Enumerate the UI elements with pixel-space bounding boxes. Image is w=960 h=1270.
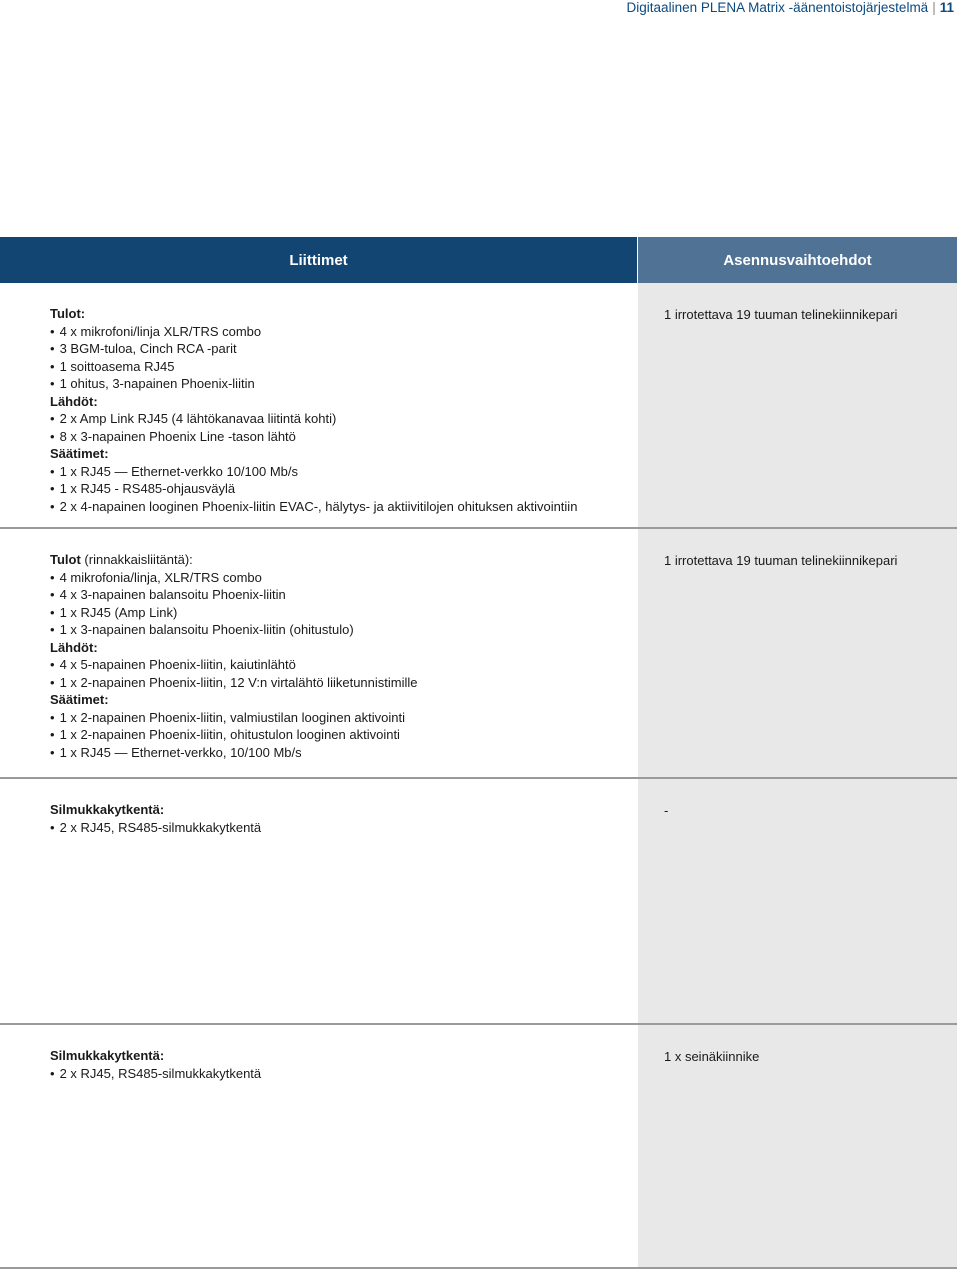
section-label: Lähdöt: xyxy=(50,639,98,655)
list-item: • 4 x 5-napainen Phoenix-liitin, kaiutinlähtö xyxy=(50,656,637,674)
mounting-text: 1 irrotettava 19 tuuman telinekiinnikepari xyxy=(664,307,898,322)
list-item: • 1 x 2-napainen Phoenix-liitin, valmiustilan looginen aktivointi xyxy=(50,709,637,727)
running-header xyxy=(627,0,954,18)
list-item: • 1 x RJ45 — Ethernet-verkko, 10/100 Mb/s xyxy=(50,744,637,762)
list-item: • 1 x RJ45 — Ethernet-verkko 10/100 Mb/s xyxy=(50,463,637,481)
list-item: • 4 x 3-napainen balansoitu Phoenix-liitin xyxy=(50,586,637,604)
mounting-cell xyxy=(638,283,957,527)
section-label: Silmukkakytkentä: xyxy=(50,802,165,817)
section-label: Silmukkakytkentä: xyxy=(50,1048,165,1063)
connectors-list xyxy=(50,1025,637,1082)
page-number: 11 xyxy=(939,0,954,15)
list-item: • 8 x 3-napainen Phoenix Line -tason lähtö xyxy=(50,428,637,446)
document-title: Digitaalinen PLENA Matrix -äänentoistojärjestelmä xyxy=(626,0,929,15)
connectors-cell xyxy=(0,529,637,777)
spec-table xyxy=(0,237,957,1269)
section-label: Tulot: xyxy=(50,306,86,321)
list-item: • 1 x 2-napainen Phoenix-liitin, 12 V:n virtalähtö liiketunnistimille xyxy=(50,674,637,692)
mounting-text: 1 irrotettava 19 tuuman telinekiinnikepari xyxy=(664,553,898,568)
table-header xyxy=(0,237,957,283)
list-item: • 4 mikrofonia/linja, XLR/TRS combo xyxy=(50,569,637,587)
column-header-connectors: Liittimet xyxy=(0,237,637,283)
section-label-note: (rinnakkaisliitäntä): xyxy=(80,552,193,567)
connectors-cell xyxy=(0,1025,637,1267)
section-label: Lähdöt: xyxy=(50,393,98,409)
mounting-cell xyxy=(638,779,957,1023)
table-row xyxy=(0,529,957,779)
mounting-text: 1 x seinäkiinnike xyxy=(664,1049,760,1064)
list-item: • 1 soittoasema RJ45 xyxy=(50,358,637,376)
header-separator: | xyxy=(932,0,936,15)
list-item: • 1 x 3-napainen balansoitu Phoenix-liitin (ohitustulo) xyxy=(50,621,637,639)
list-item: • 2 x 4-napainen looginen Phoenix-liitin EVAC-, hälytys- ja aktiivitilojen ohituksen aktivointiin xyxy=(50,498,637,516)
mounting-cell xyxy=(638,1025,957,1267)
section-label: Säätimet: xyxy=(50,446,109,461)
connectors-list xyxy=(50,779,637,836)
table-row xyxy=(0,1025,957,1269)
connectors-list xyxy=(50,283,637,515)
list-item: • 1 x 2-napainen Phoenix-liitin, ohitustulon looginen aktivointi xyxy=(50,726,637,744)
list-item: • 1 ohitus, 3-napainen Phoenix-liitin xyxy=(50,375,637,393)
table-row xyxy=(0,779,957,1025)
mounting-cell xyxy=(638,529,957,777)
list-item: • 2 x RJ45, RS485-silmukkakytkentä xyxy=(50,1065,637,1083)
list-item: • 1 x RJ45 (Amp Link) xyxy=(50,604,637,622)
list-item: • 1 x RJ45 - RS485-ohjausväylä xyxy=(50,480,637,498)
connectors-cell xyxy=(0,283,637,527)
list-item: • 4 x mikrofoni/linja XLR/TRS combo xyxy=(50,323,637,341)
list-item: • 3 BGM-tuloa, Cinch RCA -parit xyxy=(50,340,637,358)
list-item: • 2 x RJ45, RS485-silmukkakytkentä xyxy=(50,819,637,837)
section-label-bold: Tulot xyxy=(50,552,81,567)
section-label: Säätimet: xyxy=(50,692,109,707)
connectors-cell xyxy=(0,779,637,1023)
connectors-list xyxy=(50,529,637,761)
list-item: • 2 x Amp Link RJ45 (4 lähtökanavaa liitintä kohti) xyxy=(50,410,637,428)
section-label xyxy=(50,551,637,569)
table-row xyxy=(0,283,957,529)
column-header-mounting: Asennusvaihtoehdot xyxy=(638,237,957,283)
mounting-text: - xyxy=(664,803,669,818)
